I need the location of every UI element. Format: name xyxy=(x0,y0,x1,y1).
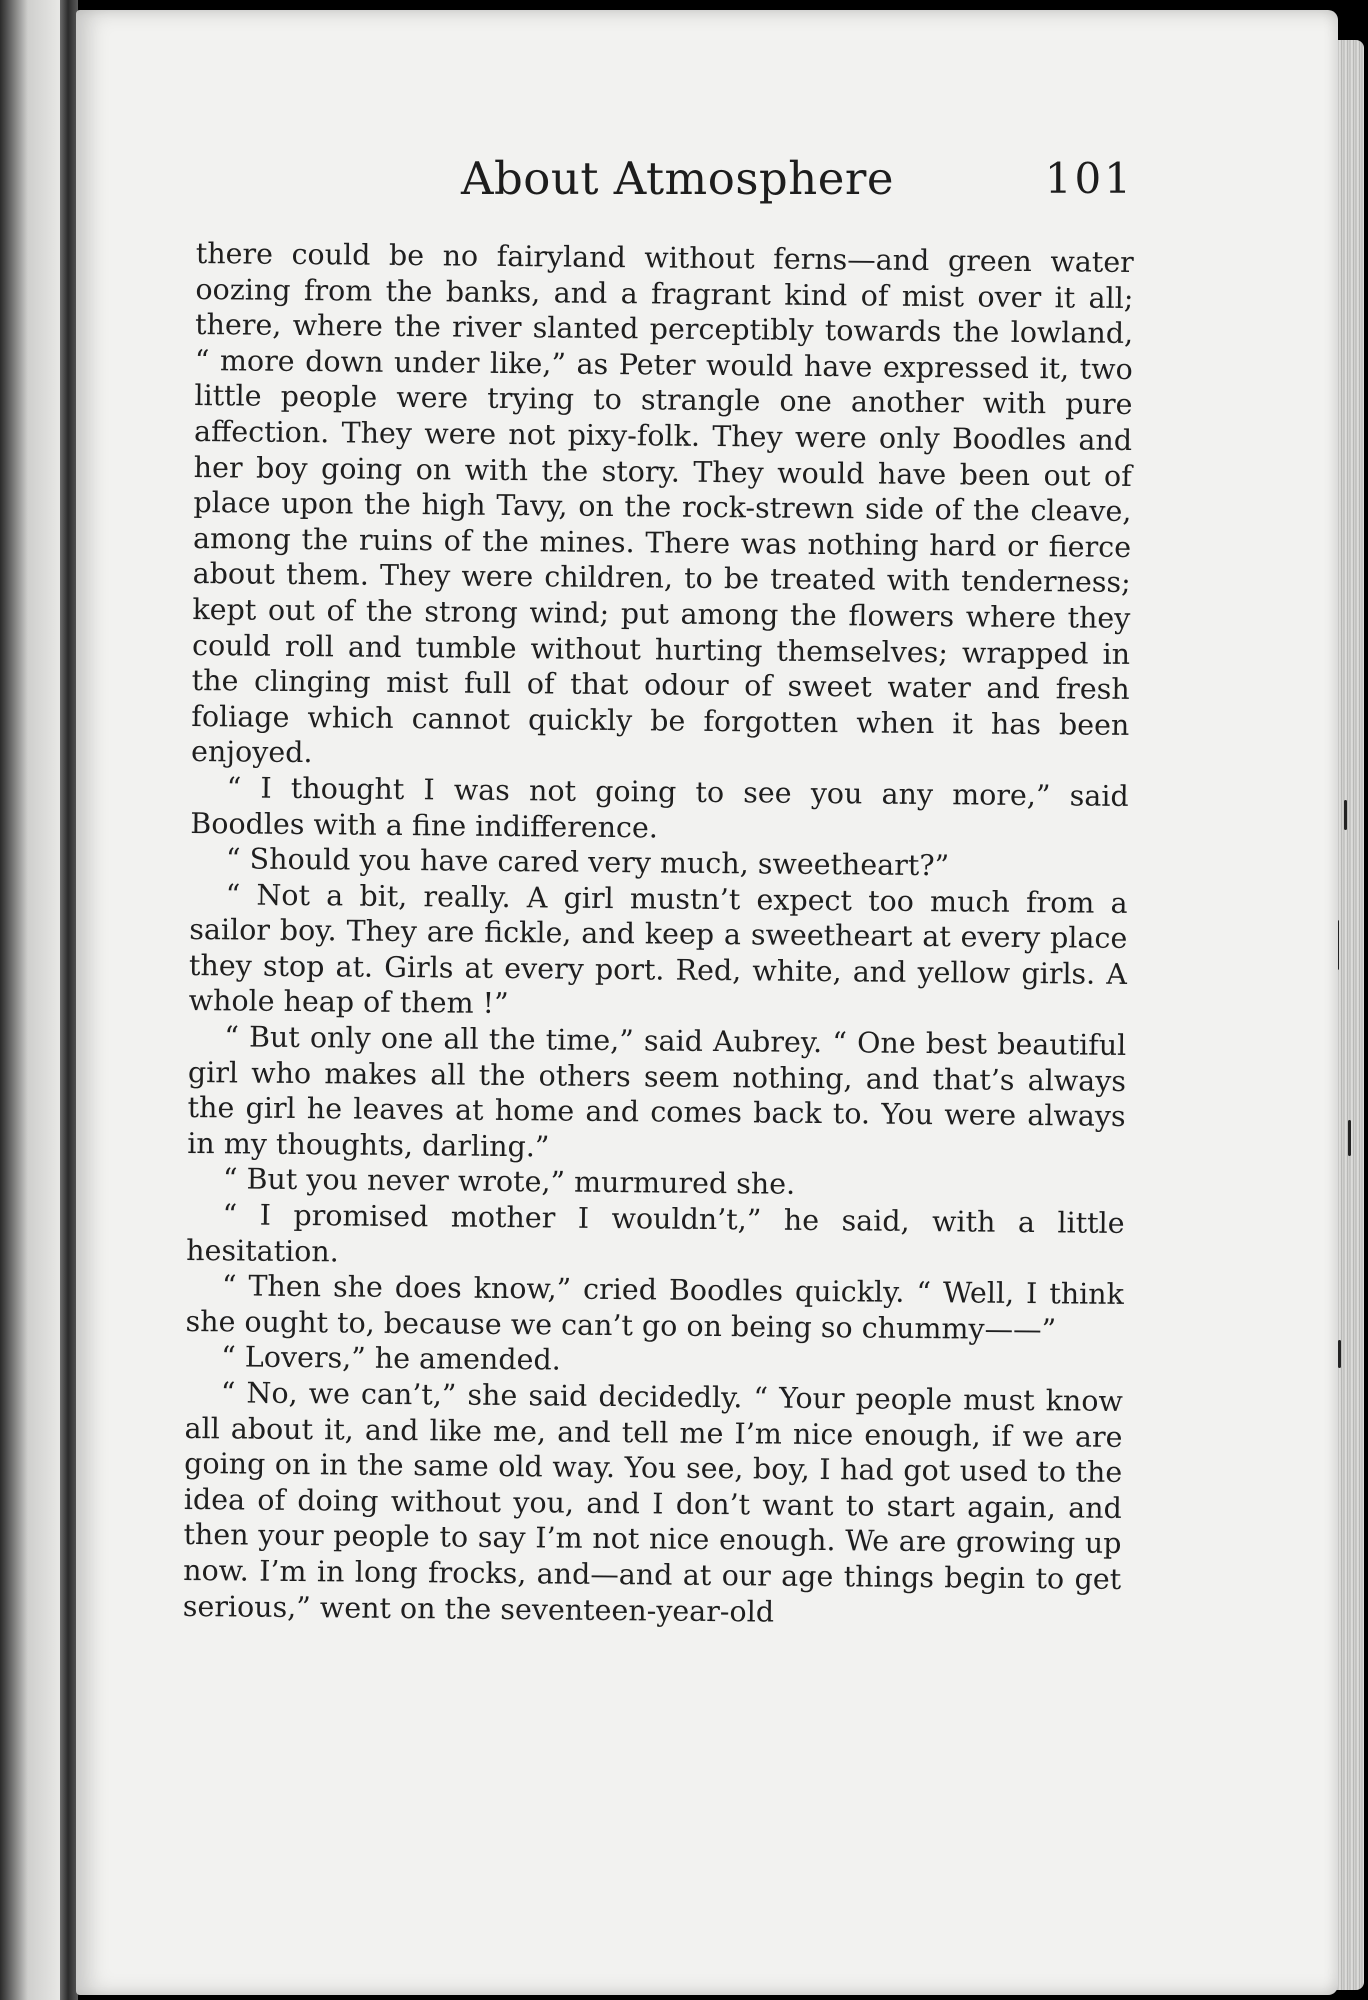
running-title: About Atmosphere xyxy=(461,152,894,205)
paragraph: “ Not a bit, really. A girl mustn’t expect too much from a sailor boy. They are fickle, and keep a sweetheart at every place they stop at. Girls at every port. Red, white, and yellow girls. A whole heap of them !” xyxy=(188,878,1128,1021)
paragraph: there could be no fairyland without ferns—and green water oozing from the banks, and a fragrant kind of mist over it all; there, where the river slanted perceptibly towards the lowland, “ more down under like,” as Peter would have expressed it, two little people were trying to strangle one another with pure affection. They were not pixy-folk. They were only Boodles and her boy going on with the story. They would have been out of place upon the high Tavy, on the rock-strewn side of the cleave, among the ruins of the mines. There was nothing hard or fierce about them. They were children, to be treated with tenderness; kept out of the strong wind; put among the flowers where they could roll and tumble without hurting themselves; wrapped in the clinging mist full of that odour of sweet water and fresh foliage which cannot quickly be forgotten when it has been enjoyed. xyxy=(190,236,1134,770)
paragraph: “ I thought I was not going to see you any more,” said Boodles with a fine indifference. xyxy=(190,771,1129,844)
paragraph: “ But only one all the time,” said Aubrey. “ One best beautiful girl who makes all the others seem nothing, and that’s always the girl he leaves at home and comes back to. You were always in my thoughts, darling.” xyxy=(187,1020,1127,1164)
page-number: 101 xyxy=(1044,154,1134,203)
facing-page-edge xyxy=(0,0,62,2000)
paragraph: “ I promised mother I wouldn’t,” he said, with a little hesitation. xyxy=(186,1198,1125,1269)
edge-speck xyxy=(1348,1120,1351,1156)
paragraph: “ Then she does know,” cried Boodles quickly. “ Well, I think she ought to, because we can’t go on being so chummy——” xyxy=(185,1269,1125,1347)
edge-speck xyxy=(1344,800,1347,830)
edge-speck xyxy=(1338,1340,1341,1368)
paragraph: “ Should you have cared very much, sweetheart?” xyxy=(225,842,950,883)
paragraph: “ Lovers,” he amended. xyxy=(221,1340,561,1377)
paragraph: “ No, we can’t,” she said decidedly. “ Your people must know all about it, and like me, and tell me I’m nice enough, if we are going on in the same old way. You see, boy, I had got used to the idea of doing without you, and I don’t want to start again, and then your people to say I’m not nice enough. We are growing up now. I’m in long frocks, and—and at our age things begin to get serious,” went on the seventeen-year-old xyxy=(182,1376,1124,1629)
running-header xyxy=(196,152,1134,222)
paragraph: “ But you never wrote,” murmured she. xyxy=(222,1162,796,1202)
body-text xyxy=(183,236,1134,1633)
